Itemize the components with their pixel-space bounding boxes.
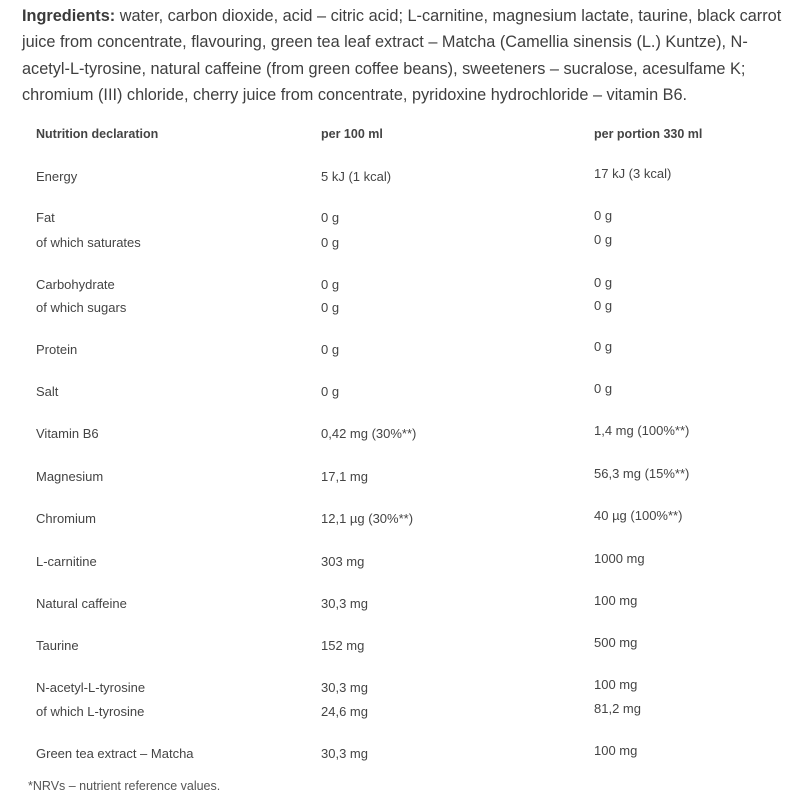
row-sub-name: of which saturates: [36, 235, 141, 250]
row-portion: 0 g: [594, 339, 613, 354]
row-per100: 0 g: [321, 384, 340, 399]
row-sub-name: of which sugars: [36, 300, 127, 315]
nutrition-table: [22, 112, 792, 802]
row-name: Carbohydrate: [36, 277, 115, 292]
row-per100: 0,42 mg (30%**): [321, 426, 417, 441]
row-name: N-acetyl-L-tyrosine: [36, 680, 146, 695]
row-sub-per100: 0 g: [321, 235, 340, 250]
row-per100: 0 g: [321, 210, 340, 225]
row-name: Fat: [36, 210, 55, 225]
row-portion: 1000 mg: [594, 551, 645, 566]
row-per100: 5 kJ (1 kcal): [321, 169, 392, 184]
row-per100: 17,1 mg: [321, 469, 368, 484]
row-portion: 500 mg: [594, 635, 638, 650]
row-per100: 152 mg: [321, 638, 365, 653]
row-per100: 30,3 mg: [321, 596, 368, 611]
row-sub-portion: 0 g: [594, 232, 613, 247]
row-name: Green tea extract – Matcha: [36, 746, 194, 761]
row-sub-name: of which L-tyrosine: [36, 704, 145, 719]
row-name: Taurine: [36, 638, 79, 653]
row-per100: 303 mg: [321, 554, 365, 569]
row-portion: 0 g: [594, 381, 613, 396]
header-nutrition-declaration: Nutrition declaration: [36, 127, 159, 141]
row-portion: 17 kJ (3 kcal): [594, 166, 672, 181]
row-per100: 30,3 mg: [321, 680, 368, 695]
row-per100: 0 g: [321, 342, 340, 357]
row-name: Natural caffeine: [36, 596, 127, 611]
header-per-100ml: per 100 ml: [321, 127, 383, 141]
footnote: *NRVs – nutrient reference values.: [28, 779, 221, 793]
row-portion: 56,3 mg (15%**): [594, 466, 690, 481]
row-name: Protein: [36, 342, 78, 357]
row-per100: 0 g: [321, 277, 340, 292]
row-sub-portion: 81,2 mg: [594, 701, 641, 716]
row-name: Chromium: [36, 511, 96, 526]
header-per-portion: per portion 330 ml: [594, 127, 703, 141]
row-name: Salt: [36, 384, 59, 399]
row-name: Energy: [36, 169, 78, 184]
row-sub-per100: 24,6 mg: [321, 704, 368, 719]
row-portion: 0 g: [594, 275, 613, 290]
row-name: Vitamin B6: [36, 426, 99, 441]
ingredients-label: Ingredients:: [22, 7, 116, 25]
row-portion: 40 µg (100%**): [594, 508, 683, 523]
row-sub-per100: 0 g: [321, 300, 340, 315]
row-sub-portion: 0 g: [594, 298, 613, 313]
ingredients-text: water, carbon dioxide, acid – citric acid; L-carnitine, magnesium lactate, taurine, black carrot juice from concentrate, flavouring, green tea leaf extract – Matcha (Camellia sinensis (L.) Kuntze), N-acetyl-L-tyrosine, natural caffeine (from green coffee beans), sweeteners – sucralose, acesulfame K; chromium (III) chloride, cherry juice from concentrate, pyridoxine hydrochloride – vitamin B6.: [22, 7, 782, 104]
row-name: Magnesium: [36, 469, 104, 484]
row-name: L-carnitine: [36, 554, 97, 569]
row-portion: 100 mg: [594, 593, 638, 608]
row-portion: 0 g: [594, 208, 613, 223]
row-per100: 30,3 mg: [321, 746, 368, 761]
row-portion: 1,4 mg (100%**): [594, 423, 690, 438]
row-per100: 12,1 µg (30%**): [321, 511, 414, 526]
row-portion: 100 mg: [594, 743, 638, 758]
ingredients-paragraph: [22, 3, 782, 108]
row-portion: 100 mg: [594, 677, 638, 692]
